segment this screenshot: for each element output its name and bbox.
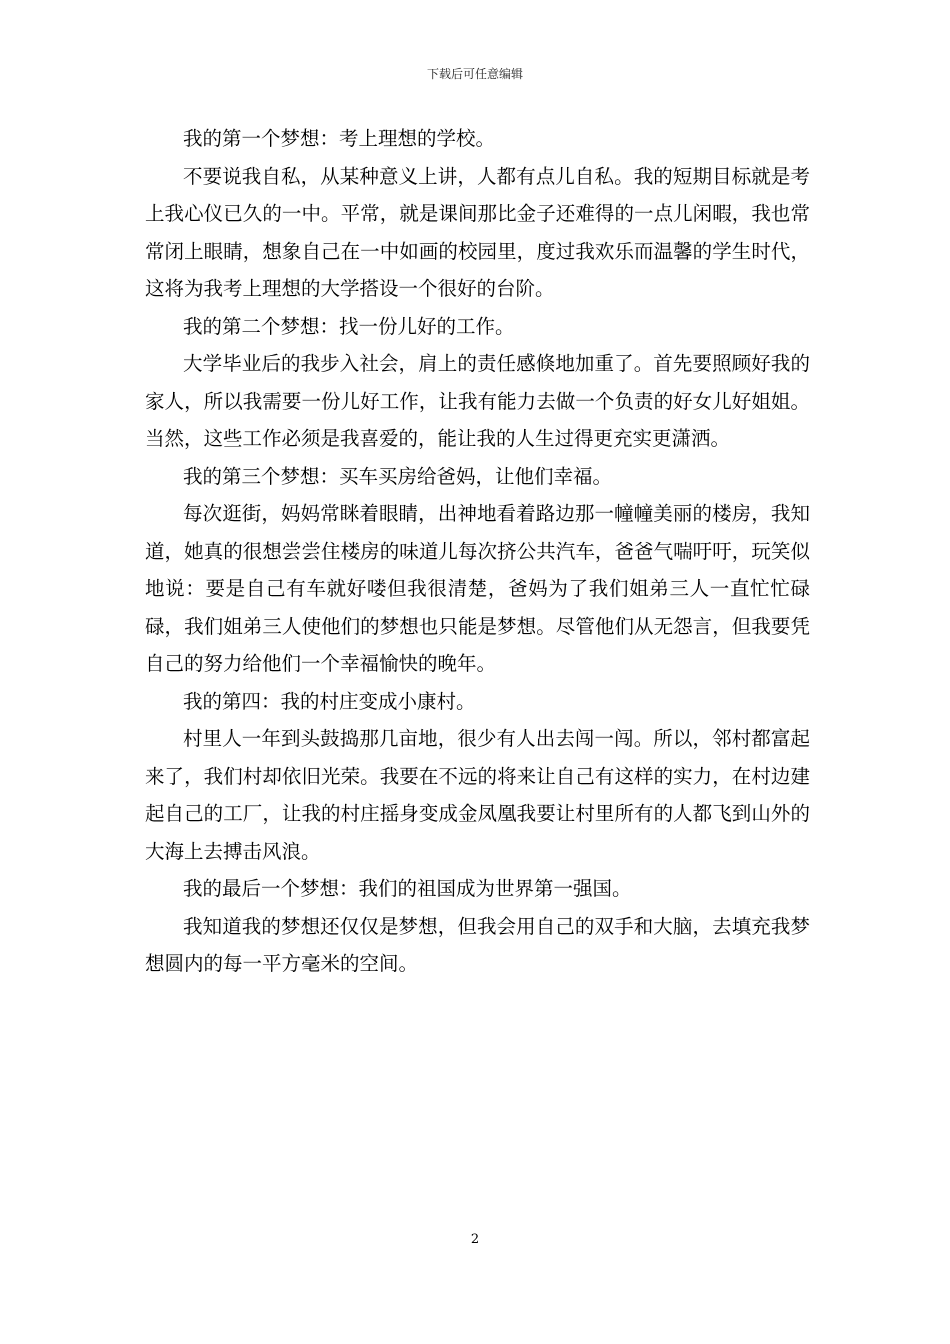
dream-4-heading: 我的第四：我的村庄变成小康村。 [183, 689, 476, 713]
dream-2-heading: 我的第二个梦想：找一份儿好的工作。 [183, 314, 515, 338]
page-number: 2 [470, 1232, 480, 1247]
dream-3-paragraph: 每次逛街，妈妈常眯着眼睛，出神地看着路边那一幢幢美丽的楼房，我知道，她真的很想尝尝住楼房的味道儿每次挤公共汽车，爸爸气喘吁吁，玩笑似地说：要是自己有车就好喽但我很清楚，爸妈为了我们姐弟三人一直忙忙碌碌，我们姐弟三人使他们的梦想也只能是梦想。尽管他们从无怨言，但我要凭自己的努力给他们一个幸福愉快的晚年。 [145, 502, 810, 675]
dream-3-heading: 我的第三个梦想：买车买房给爸妈，让他们幸福。 [183, 464, 613, 488]
dream-4-paragraph: 村里人一年到头鼓捣那几亩地，很少有人出去闯一闯。所以，邻村都富起来了，我们村却依旧光荣。我要在不远的将来让自己有这样的实力，在村边建起自己的工厂，让我的村庄摇身变成金凤凰我要让村里所有的人都飞到山外的大海上去搏击风浪。 [145, 727, 810, 863]
closing-paragraph: 我知道我的梦想还仅仅是梦想，但我会用自己的双手和大脑，去填充我梦想圆内的每一平方毫米的空间。 [145, 914, 810, 975]
dream-2-paragraph: 大学毕业后的我步入社会，肩上的责任感倏地加重了。首先要照顾好我的家人，所以我需要一份儿好工作，让我有能力去做一个负责的好女儿好姐姐。当然，这些工作必须是我喜爱的，能让我的人生过得更充实更潇洒。 [145, 352, 810, 450]
dream-5-heading: 我的最后一个梦想：我们的祖国成为世界第一强国。 [183, 877, 632, 900]
document-body [145, 120, 810, 983]
dream-1-heading: 我的第一个梦想：考上理想的学校。 [183, 127, 496, 150]
dream-1-paragraph: 不要说我自私，从某种意义上讲，人都有点儿自私。我的短期目标就是考上我心仪已久的一中。平常，就是课间那比金子还难得的一点儿闲暇，我也常常闭上眼睛，想象自己在一中如画的校园里，度过我欢乐而温馨的学生时代，这将为我考上理想的大学搭设一个很好的台阶。 [145, 164, 810, 300]
page-header: 下载后可任意编辑 [426, 67, 523, 81]
